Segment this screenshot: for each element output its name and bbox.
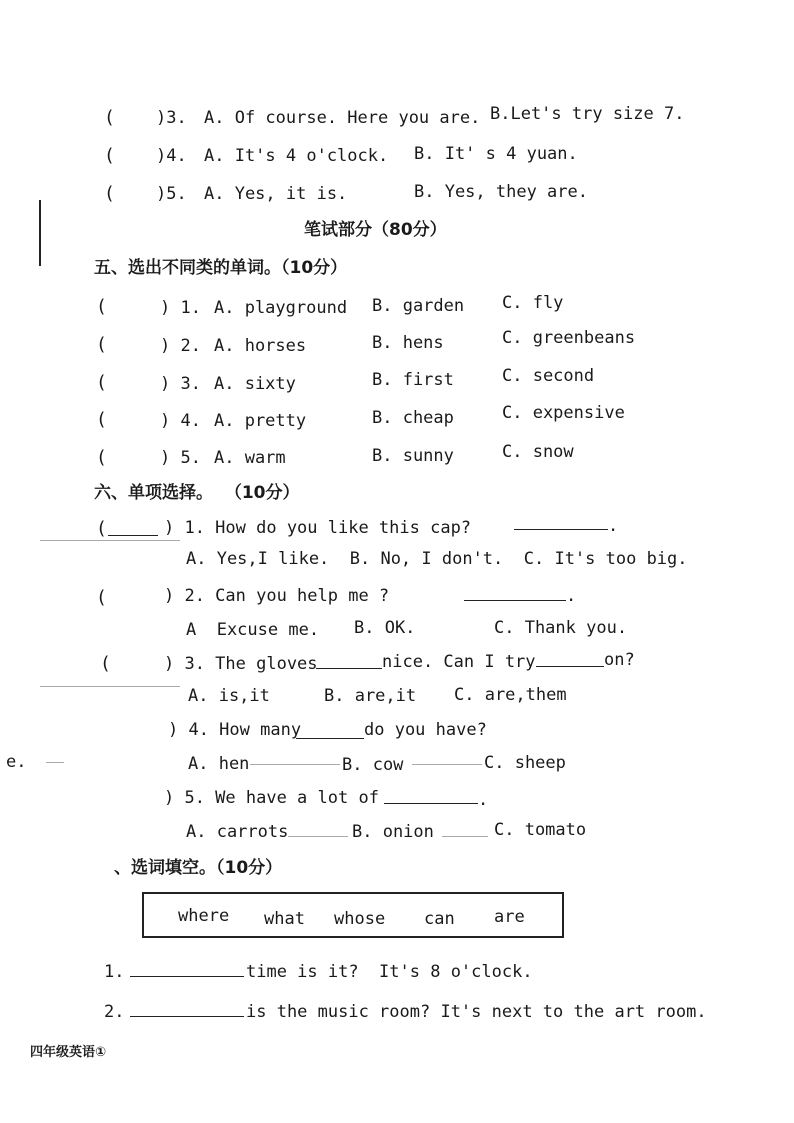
option-b: B. are,it — [324, 686, 417, 706]
fill-blank[interactable] — [536, 650, 604, 667]
question-end: . — [478, 790, 489, 810]
scan-artifact-line — [40, 686, 180, 687]
question-end: . — [566, 586, 577, 606]
answer-paren[interactable]: ( — [100, 653, 111, 674]
question-part: ) 4. How many — [168, 720, 302, 740]
option-a: A. horses — [214, 336, 307, 356]
option-a: A. pretty — [214, 411, 307, 431]
question-options: A. Yes,I like. B. No, I don't. C. It's too big. — [186, 549, 688, 569]
option-b: B. OK. — [354, 618, 416, 638]
answer-paren[interactable]: ( — [96, 372, 107, 393]
question-number: ) 1. — [160, 298, 201, 318]
footer-label: 四年级英语① — [30, 1045, 107, 1060]
answer-paren[interactable]: ( — [96, 409, 107, 430]
answer-paren[interactable]: ( — [96, 447, 107, 468]
question-text: time is it? It's 8 o'clock. — [246, 962, 533, 982]
word-bank-item: are — [494, 907, 525, 927]
option-b: B. onion — [352, 822, 434, 842]
option-c: C. tomato — [494, 820, 587, 840]
written-part-title: 笔试部分（80分） — [304, 220, 447, 240]
scan-artifact-line — [288, 836, 348, 837]
option-b: B. hens — [372, 333, 444, 353]
option-a: A. Yes, it is. — [204, 184, 348, 204]
word-bank-item: can — [424, 909, 455, 929]
question-part: nice. Can I try — [382, 652, 536, 672]
word-bank-item: whose — [334, 909, 386, 929]
question-number: 1. — [104, 962, 125, 982]
scan-artifact-line — [442, 836, 488, 837]
question-number: 2. — [104, 1002, 125, 1022]
scan-artifact-line — [46, 762, 64, 763]
answer-paren[interactable]: ( — [96, 518, 107, 539]
scan-artifact-line — [40, 540, 180, 541]
option-a: A. is,it — [188, 686, 270, 706]
section6-title: 六、单项选择。 （10分） — [94, 483, 300, 503]
section5-title: 五、选出不同类的单词。（10分） — [94, 258, 348, 278]
option-a: A. hen — [188, 754, 250, 774]
question-part: ) 3. The gloves — [164, 654, 318, 674]
question-part: ) 5. We have a lot of — [164, 788, 379, 808]
question-text: is the music room? It's next to the art room. — [246, 1002, 707, 1022]
option-c: C. second — [502, 366, 595, 386]
option-c: C. are,them — [454, 685, 567, 705]
margin-binding-line — [39, 200, 41, 266]
answer-paren[interactable]: ( — [96, 587, 107, 608]
option-a: A. carrots — [186, 822, 289, 842]
option-c: C. greenbeans — [502, 328, 636, 348]
option-a: A. warm — [214, 448, 286, 468]
fill-blank[interactable] — [384, 787, 478, 804]
word-bank-item: what — [264, 909, 305, 929]
fill-blank[interactable] — [514, 513, 608, 530]
answer-paren[interactable]: ( — [104, 107, 115, 128]
fill-blank[interactable] — [296, 722, 364, 739]
answer-paren[interactable]: ( — [104, 183, 115, 204]
margin-stray-text: e. — [6, 752, 27, 772]
option-c: C. sheep — [484, 753, 566, 773]
option-a: A. It's 4 o'clock. — [204, 146, 389, 166]
fill-blank[interactable] — [130, 960, 244, 977]
option-c: C. snow — [502, 442, 574, 462]
option-b: B. Yes, they are. — [414, 182, 588, 202]
question-number: )4. — [156, 146, 187, 166]
scan-artifact-line — [412, 764, 482, 765]
question-part: do you have? — [364, 720, 487, 740]
option-b: B. cheap — [372, 408, 454, 428]
option-a: A. sixty — [214, 374, 296, 394]
scan-artifact-line — [250, 764, 340, 765]
fill-blank[interactable] — [316, 652, 382, 669]
question-number: ) 5. — [160, 448, 201, 468]
word-bank-item: where — [178, 906, 230, 926]
answer-paren[interactable]: ( — [96, 296, 107, 317]
question-number: ) 2. — [160, 336, 201, 356]
question-stem: ) 1. How do you like this cap? — [164, 518, 472, 538]
answer-paren[interactable]: ( — [96, 334, 107, 355]
option-b: B. sunny — [372, 446, 454, 466]
question-number: ) 3. — [160, 374, 201, 394]
fill-blank[interactable] — [130, 1000, 244, 1017]
option-b: B. It' s 4 yuan. — [414, 144, 578, 164]
option-b: B. first — [372, 370, 454, 390]
option-a: A. Of course. Here you are. — [204, 108, 481, 128]
question-stem: ) 2. Can you help me ? — [164, 586, 390, 606]
question-end: . — [608, 516, 619, 536]
option-c: C. fly — [502, 293, 564, 313]
question-number: )3. — [156, 108, 187, 128]
answer-blank[interactable] — [108, 519, 158, 536]
question-part: on? — [604, 650, 635, 670]
option-b: B. cow — [342, 755, 404, 775]
question-number: ) 4. — [160, 411, 201, 431]
option-b: B. garden — [372, 296, 465, 316]
section7-title: 、选词填空。（10分） — [114, 858, 283, 878]
word-bank-box — [142, 892, 564, 938]
option-a: A. playground — [214, 298, 348, 318]
fill-blank[interactable] — [464, 584, 566, 601]
question-number: )5. — [156, 184, 187, 204]
option-a: A Excuse me. — [186, 620, 320, 640]
answer-paren[interactable]: ( — [104, 145, 115, 166]
option-b: B.Let's try size 7. — [490, 104, 685, 124]
option-c: C. Thank you. — [494, 618, 628, 638]
option-c: C. expensive — [502, 403, 625, 423]
